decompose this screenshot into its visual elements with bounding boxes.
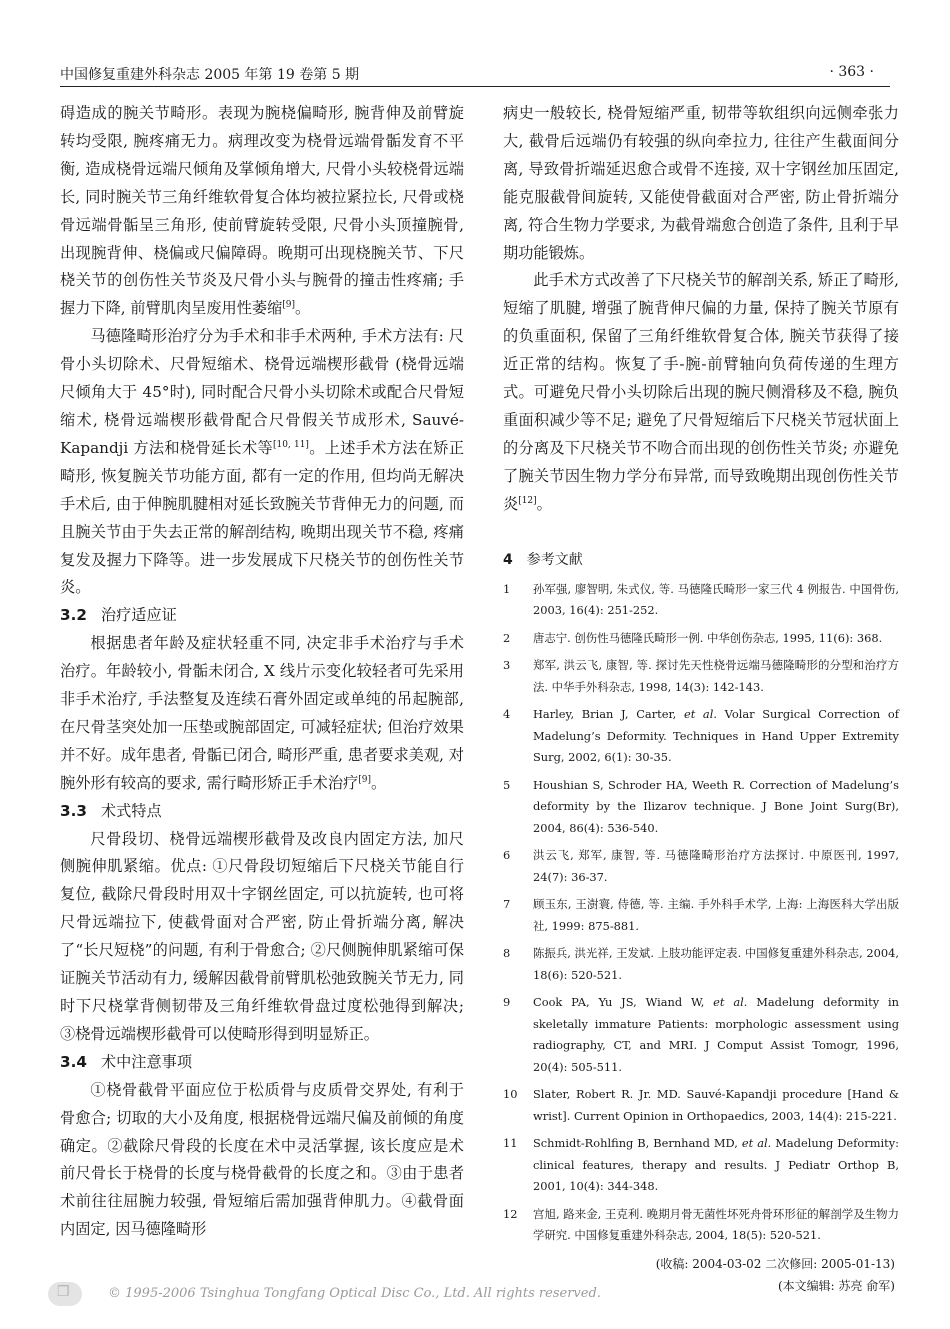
section-heading: 3.4 术中注意事项 — [60, 1052, 193, 1071]
paragraph: 此手术方式改善了下尺桡关节的解剖关系, 矫正了畸形, 短缩了肌腱, 增强了腕背伸尺偏的力量, 保持了腕关节原有的负重面积, 保留了三角纤维软骨复合体, 腕关节获得了接近正常的结构。恢复了手-腕-前臂轴向负荷传递的生理方式。可避免尺骨小头切除后出现的腕尺侧滑移及不稳, 腕负重面积减少等不足; 避免了尺骨短缩后下尺桡关节冠状面上的分离及下尺桡关节不吻合而出现的创伤性关节炎; 亦避免了腕关节因生物力学分布异常, 而导致晚期出现创伤性关节炎[12]。 — [503, 271, 899, 513]
running-header — [60, 60, 890, 87]
section-heading: 3.3 术式特点 — [60, 801, 162, 820]
citation[interactable]: [9] — [282, 300, 296, 311]
paragraph: 碍造成的腕关节畸形。表现为腕桡偏畸形, 腕背伸及前臂旋转均受限, 腕疼痛无力。病理改变为桡骨远端骨骺发育不平衡, 造成桡骨远端尺倾角及掌倾角增大, 尺骨小头较桡骨远端长, 同时腕关节三角纤维软骨复合体均被拉紧拉长, 尺骨或桡骨远端骨骺呈三角形, 使前臂旋转受限, 尺骨小头顶撞腕骨, 出现腕背伸、桡偏或尺偏障碍。晚期可出现桡腕关节、下尺桡关节的创伤性关节炎及尺骨小头与腕骨的撞击性疼痛; 手握力下降, 前臂肌肉呈废用性萎缩[9]。 — [60, 104, 464, 318]
reference-item: 1 孙军强, 廖智明, 朱式仪, 等. 马德隆氏畸形一家三代 4 例报告. 中国骨伤, 2003, 16(4): 251-252. — [503, 581, 899, 617]
received-dates: (收稿: 2004-03-02 二次修回: 2005-01-13) — [655, 1256, 895, 1271]
reference-item: 5 Houshian S, Schroder HA, Weeth R. Correction of Madelung’s deformity by the Ilizarov technique. J Bone Joint Surg(Br), 2004, 86(4): 536-540. — [503, 777, 899, 835]
right-column — [503, 100, 899, 1297]
references-section — [503, 547, 899, 1297]
references-heading: 4 参考文献 — [503, 551, 583, 568]
left-column — [60, 100, 464, 1244]
reference-item: 12 宫旭, 路来金, 王克利. 晚期月骨无菌性坏死舟骨环形征的解剖学及生物力学研究. 中国修复重建外科杂志, 2004, 18(5): 520-521. — [503, 1206, 899, 1242]
paragraph: ①桡骨截骨平面应位于松质骨与皮质骨交界处, 有利于骨愈合; 切取的大小及角度, 根据桡骨远端尺偏及前倾的角度确定。②截除尺骨段的长度在术中灵活掌握, 该长度应是术前尺骨长于桡骨的长度与桡骨截骨的长度之和。③由于患者术前往往屈腕力较强, 骨短缩后需加强背伸肌力。④截骨面内固定, 因马德隆畸形 — [60, 1080, 464, 1239]
page-number: · 363 · — [829, 64, 874, 80]
paragraph: 病史一般较长, 桡骨短缩严重, 韧带等软组织向远侧牵张力大, 截骨后远端仍有较强的纵向牵拉力, 往往产生截面间分离, 导致骨折端延迟愈合或骨不连接, 双十字钢丝加压固定, 能克服截骨间旋转, 又能使骨截面对合严密, 防止骨折端分离, 符合生物力学要求, 为截骨端愈合创造了条件, 且利于早期功能锻炼。 — [503, 104, 899, 262]
reference-item: 4 Harley, Brian J, Carter, et al. Volar Surgical Correction of Madelung’s Deformity. Techniques in Hand Upper Extremity Surg, 2002, 6(1): 30-35. — [503, 707, 899, 764]
paragraph: 马德隆畸形治疗分为手术和非手术两种, 手术方法有: 尺骨小头切除术、尺骨短缩术、桡骨远端楔形截骨 (桡骨远端尺倾角大于 45°时), 同时配合尺骨小头切除术或配合尺骨短缩术, 桡骨远端楔形截骨配合尺骨假关节成形术, Sauvé-Kapandji 方法和桡骨延长术等[10, 11]。上述手术方法在矫正畸形, 恢复腕关节功能方面, 都有一定的作用, 但均尚无解决手术后, 由于伸腕肌腱相对延长致腕关节背伸无力的问题, 而且腕关节由于失去正常的解剖结构, 晚期出现关节不稳, 疼痛复发及握力下降等。进一步发展成下尺桡关节的创伤性关节炎。 — [60, 327, 465, 597]
reference-item: 7 顾玉东, 王澍寰, 侍德, 等. 主编. 手外科手术学, 上海: 上海医科大学出版社, 1999: 875-881. — [503, 897, 899, 933]
reference-item: 3 郑军, 洪云飞, 康智, 等. 探讨先天性桡骨远端马德隆畸形的分型和治疗方法. 中华手外科杂志, 1998, 14(3): 142-143. — [503, 658, 899, 694]
cnki-logo-icon — [48, 1282, 82, 1306]
citation[interactable]: [10, 11] — [272, 439, 309, 450]
citation[interactable]: [12] — [518, 495, 537, 506]
copyright-text: © 1995-2006 Tsinghua Tongfang Optical Disc Co., Ltd. All rights reserved. — [108, 1286, 601, 1301]
reference-item: 6 洪云飞, 郑军, 康智, 等. 马德隆畸形治疗方法探讨. 中原医刊, 1997, 24(7): 36-37. — [503, 848, 899, 884]
reference-item: 10 Slater, Robert R. Jr. MD. Sauvé-Kapandji procedure [Hand & wrist]. Current Opinion in Orthopaedics, 2003, 14(4): 215-221. — [503, 1087, 899, 1123]
section-heading: 3.2 治疗适应证 — [60, 606, 177, 625]
paragraph: 根据患者年龄及症状轻重不同, 决定非手术治疗与手术治疗。年龄较小, 骨骺未闭合, X 线片示变化较轻者可先采用非手术治疗, 手法整复及连续石膏外固定或单纯的吊起腕部, 在尺骨茎突处加一压垫或腕部固定, 可减轻症状; 但治疗效果并不好。成年患者, 骨骺已闭合, 畸形严重, 患者要求美观, 对腕外形有较高的要求, 需行畸形矫正手术治疗[9]。 — [60, 634, 464, 792]
reference-item: 9 Cook PA, Yu JS, Wiand W, et al. Madelung deformity in skeletally immature Patients: morphologic assessment using radiography, CT, and MRI. J Comput Assist Tomogr, 1996, 20(4): 505-511. — [503, 995, 899, 1074]
reference-item: 8 陈振兵, 洪光祥, 王发斌. 上肢功能评定表. 中国修复重建外科杂志, 2004, 18(6): 520-521. — [503, 946, 899, 982]
editor-credit: (本文编辑: 苏亮 俞军) — [777, 1278, 895, 1293]
paragraph: 尺骨段切、桡骨远端楔形截骨及改良内固定方法, 加尺侧腕伸肌紧缩。优点: ①尺骨段切短缩后下尺桡关节能自行复位, 截除尺骨段时用双十字钢丝固定, 可以抗旋转, 也可将尺骨远端拉下, 使截骨面对合严密, 防止骨折端分离, 解决了“长尺短桡”的问题, 有利于骨愈合; ②尺侧腕伸肌紧缩可保证腕关节活动有力, 缓解因截骨前臂肌松弛致腕关节无力, 同时下尺桡掌背侧韧带及三角纤维软骨盘过度松弛得到解决; ③桡骨远端楔形截骨可以使畸形得到明显矫正。 — [60, 829, 464, 1043]
citation[interactable]: [9] — [358, 774, 371, 785]
journal-title: 中国修复重建外科杂志 2005 年第 19 卷第 5 期 — [60, 67, 360, 83]
reference-item: 2 唐志宁. 创伤性马德隆氏畸形一例. 中华创伤杂志, 1995, 11(6): 368. — [503, 630, 883, 645]
reference-item: 11 Schmidt-Rohlfing B, Bernhand MD, et al. Madelung Deformity: clinical features, therapy and results. J Pediatr Orthop B, 2001, 10(4): 344-348. — [503, 1136, 899, 1193]
